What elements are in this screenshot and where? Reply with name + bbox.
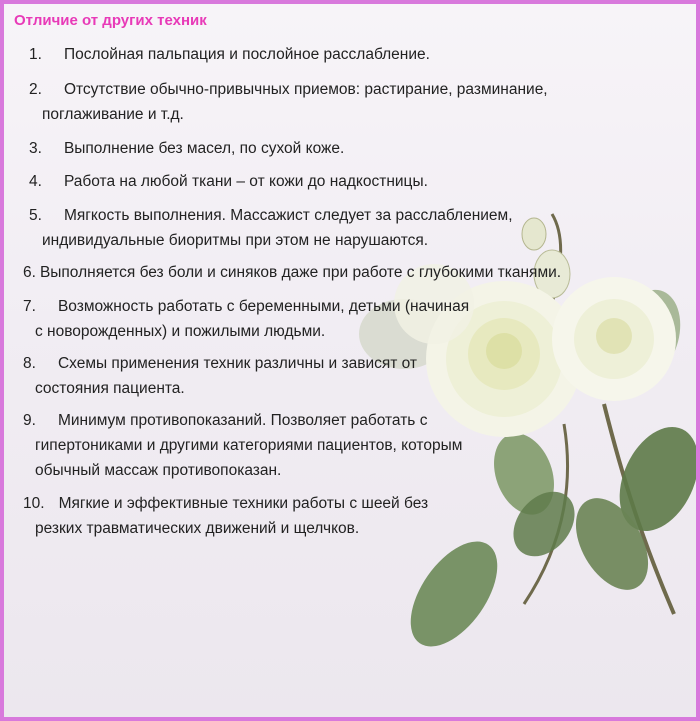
- item-text: индивидуальные биоритмы при этом не нарушаются.: [42, 232, 429, 249]
- item-text: Возможность работать с беременными, детьми (начиная: [57, 298, 470, 315]
- item-text: поглаживание и т.д.: [42, 106, 184, 123]
- item-number: 2.: [29, 81, 42, 98]
- list-item: [29, 42, 430, 67]
- item-text: Мягкие и эффективные техники работы с шеей без: [58, 495, 429, 512]
- list-item: [23, 351, 417, 401]
- item-number: 7.: [23, 298, 36, 315]
- item-text: Послойная пальпация и послойное расслабление.: [63, 46, 430, 63]
- item-number: 4.: [29, 173, 42, 190]
- list-item: [29, 136, 344, 161]
- item-text: обычный массаж противопоказан.: [35, 462, 282, 479]
- item-text: Выполняется без боли и синяков даже при работе с глубокими тканями.: [39, 264, 562, 281]
- item-text: Работа на любой ткани – от кожи до надкостницы.: [63, 173, 428, 190]
- differences-list: [4, 4, 700, 721]
- list-item: [29, 77, 548, 127]
- list-item: [29, 169, 428, 194]
- item-number: 3.: [29, 140, 42, 157]
- item-text: Отсутствие обычно-привычных приемов: растирание, разминание,: [63, 81, 548, 98]
- item-text: гипертониками и другими категориями пациентов, которым: [35, 437, 463, 454]
- item-text: Мягкость выполнения. Массажист следует за расслаблением,: [63, 207, 513, 224]
- list-item: [23, 408, 462, 483]
- item-text: с новорожденных) и пожилыми людьми.: [35, 323, 326, 340]
- item-text: Схемы применения техник различны и зависят от: [57, 355, 418, 372]
- page-title: Отличие от других техник: [14, 12, 207, 29]
- item-text: состояния пациента.: [35, 380, 185, 397]
- item-text: Минимум противопоказаний. Позволяет работать с: [57, 412, 428, 429]
- item-number: 1.: [29, 46, 42, 63]
- item-number: 6.: [23, 264, 36, 281]
- list-item: [29, 203, 513, 253]
- item-text: резких травматических движений и щелчков.: [35, 520, 360, 537]
- item-number: 5.: [29, 207, 42, 224]
- list-item: [23, 260, 561, 285]
- item-text: Выполнение без масел, по сухой коже.: [63, 140, 345, 157]
- list-item: [23, 491, 428, 541]
- item-number: 9.: [23, 412, 36, 429]
- item-number: 10.: [23, 495, 45, 512]
- item-number: 8.: [23, 355, 36, 372]
- list-item: [23, 294, 469, 344]
